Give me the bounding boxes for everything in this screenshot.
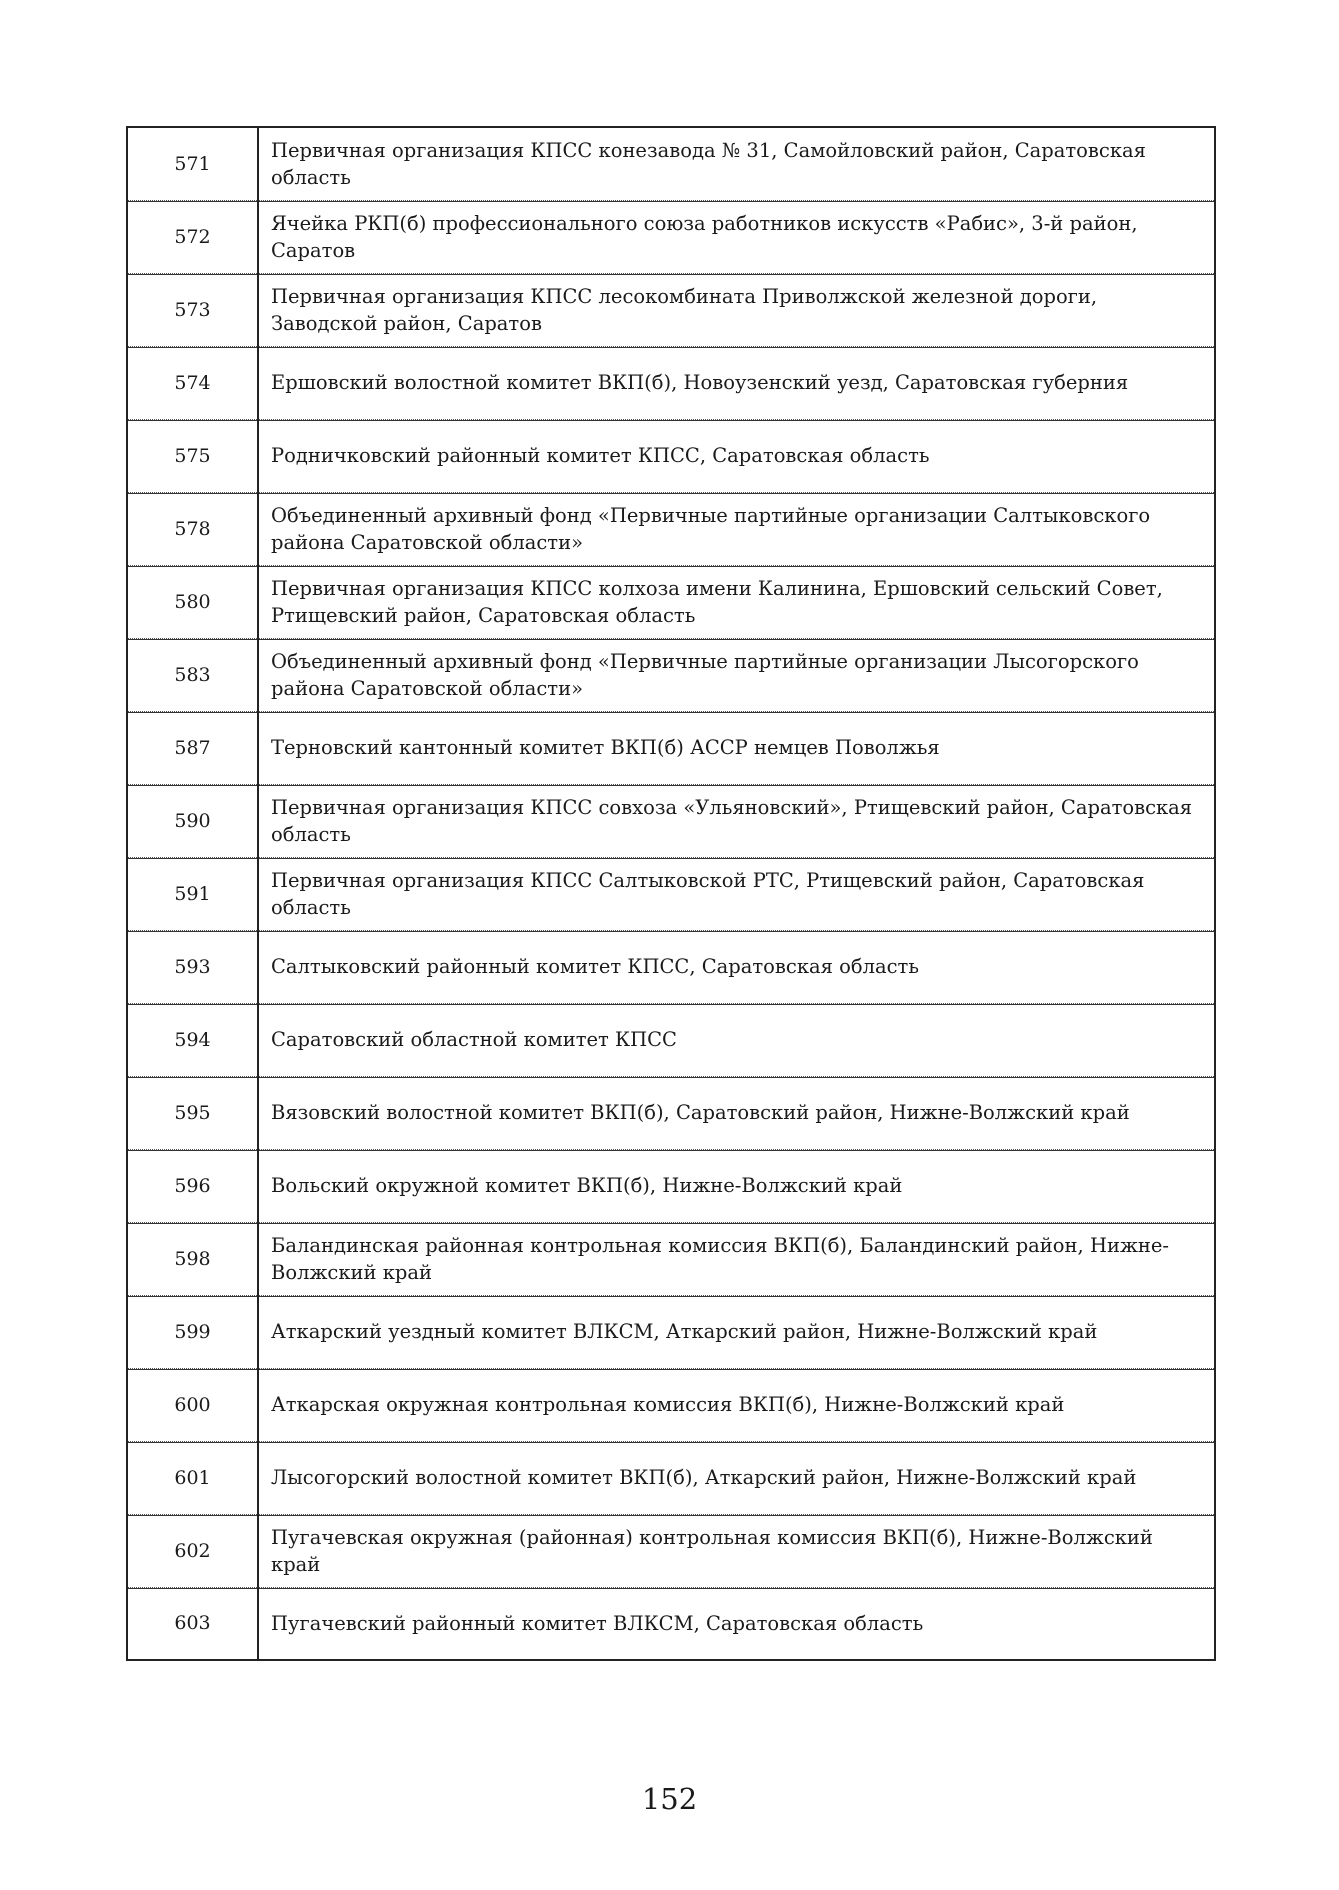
table-row bbox=[127, 565, 1215, 638]
table-row bbox=[127, 638, 1215, 711]
fund-name: Саратовский областной комитет КПСС bbox=[258, 1003, 1215, 1076]
fund-number: 596 bbox=[127, 1149, 258, 1222]
fund-name: Баландинская районная контрольная комиссия ВКП(б), Баландинский район, Нижне-Волжский край bbox=[258, 1222, 1215, 1295]
fund-number: 580 bbox=[127, 565, 258, 638]
fund-name: Пугачевский районный комитет ВЛКСМ, Саратовская область bbox=[258, 1587, 1215, 1660]
table-row bbox=[127, 930, 1215, 1003]
fund-number: 587 bbox=[127, 711, 258, 784]
fund-number: 595 bbox=[127, 1076, 258, 1149]
fund-number: 578 bbox=[127, 492, 258, 565]
table-row bbox=[127, 857, 1215, 930]
fund-name: Терновский кантонный комитет ВКП(б) АССР немцев Поволжья bbox=[258, 711, 1215, 784]
fund-number: 600 bbox=[127, 1368, 258, 1441]
fund-number: 571 bbox=[127, 127, 258, 200]
fund-name: Пугачевская окружная (районная) контрольная комиссия ВКП(б), Нижне-Волжский край bbox=[258, 1514, 1215, 1587]
table-row bbox=[127, 492, 1215, 565]
fund-name: Первичная организация КПСС лесокомбината Приволжской железной дороги, Заводской район, Саратов bbox=[258, 273, 1215, 346]
fund-name: Вязовский волостной комитет ВКП(б), Саратовский район, Нижне-Волжский край bbox=[258, 1076, 1215, 1149]
fund-name: Ячейка РКП(б) профессионального союза работников искусств «Рабис», 3-й район, Саратов bbox=[258, 200, 1215, 273]
fund-number: 575 bbox=[127, 419, 258, 492]
fund-number: 602 bbox=[127, 1514, 258, 1587]
table-row bbox=[127, 711, 1215, 784]
fund-name: Салтыковский районный комитет КПСС, Саратовская область bbox=[258, 930, 1215, 1003]
fund-number: 593 bbox=[127, 930, 258, 1003]
fund-name: Первичная организация КПСС совхоза «Ульяновский», Ртищевский район, Саратовская область bbox=[258, 784, 1215, 857]
table-row bbox=[127, 1222, 1215, 1295]
fund-name: Ершовский волостной комитет ВКП(б), Новоузенский уезд, Саратовская губерния bbox=[258, 346, 1215, 419]
fund-name: Аткарская окружная контрольная комиссия ВКП(б), Нижне-Волжский край bbox=[258, 1368, 1215, 1441]
fund-number: 601 bbox=[127, 1441, 258, 1514]
table-row bbox=[127, 784, 1215, 857]
table-row bbox=[127, 1441, 1215, 1514]
fund-number: 574 bbox=[127, 346, 258, 419]
fund-number: 572 bbox=[127, 200, 258, 273]
fund-name: Вольский окружной комитет ВКП(б), Нижне-Волжский край bbox=[258, 1149, 1215, 1222]
table-row bbox=[127, 1295, 1215, 1368]
table-row bbox=[127, 273, 1215, 346]
fund-name: Объединенный архивный фонд «Первичные партийные организации Салтыковского района Саратовской области» bbox=[258, 492, 1215, 565]
fund-list-body bbox=[127, 127, 1215, 1660]
fund-number: 594 bbox=[127, 1003, 258, 1076]
table-row bbox=[127, 127, 1215, 200]
fund-list-table bbox=[126, 126, 1216, 1661]
fund-number: 591 bbox=[127, 857, 258, 930]
fund-number: 599 bbox=[127, 1295, 258, 1368]
fund-name: Первичная организация КПСС конезавода № 31, Самойловский район, Саратовская область bbox=[258, 127, 1215, 200]
fund-name: Первичная организация КПСС Салтыковской РТС, Ртищевский район, Саратовская область bbox=[258, 857, 1215, 930]
fund-number: 573 bbox=[127, 273, 258, 346]
table-row bbox=[127, 346, 1215, 419]
table-row bbox=[127, 1368, 1215, 1441]
fund-name: Лысогорский волостной комитет ВКП(б), Аткарский район, Нижне-Волжский край bbox=[258, 1441, 1215, 1514]
fund-number: 590 bbox=[127, 784, 258, 857]
table-row bbox=[127, 419, 1215, 492]
page-number: 152 bbox=[641, 1782, 698, 1816]
fund-name: Родничковский районный комитет КПСС, Саратовская область bbox=[258, 419, 1215, 492]
table-row bbox=[127, 1514, 1215, 1587]
fund-name: Объединенный архивный фонд «Первичные партийные организации Лысогорского района Саратовской области» bbox=[258, 638, 1215, 711]
table-row bbox=[127, 1076, 1215, 1149]
table-row bbox=[127, 1149, 1215, 1222]
table-row bbox=[127, 1003, 1215, 1076]
fund-number: 603 bbox=[127, 1587, 258, 1660]
fund-name: Первичная организация КПСС колхоза имени Калинина, Ершовский сельский Совет, Ртищевский район, Саратовская область bbox=[258, 565, 1215, 638]
fund-name: Аткарский уездный комитет ВЛКСМ, Аткарский район, Нижне-Волжский край bbox=[258, 1295, 1215, 1368]
fund-number: 598 bbox=[127, 1222, 258, 1295]
fund-number: 583 bbox=[127, 638, 258, 711]
table-row bbox=[127, 200, 1215, 273]
table-row bbox=[127, 1587, 1215, 1660]
